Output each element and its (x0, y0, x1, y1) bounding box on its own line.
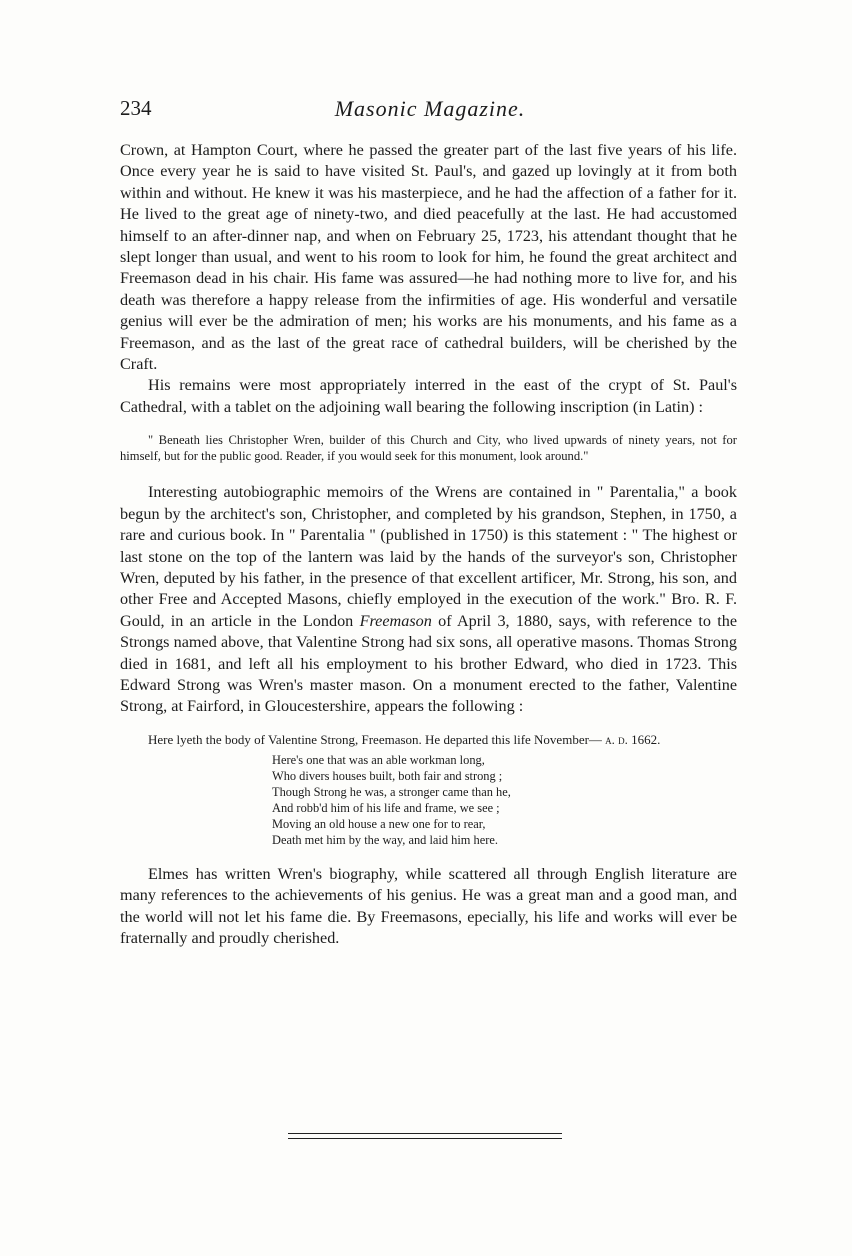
paragraph-parentalia (120, 482, 737, 717)
parentalia-text-a: Interesting autobiographic memoirs of the Wrens are contained in " Parentalia," a book begun by the architect's son, Christopher, and completed by his grandson, Stephen, in 1750, a rare and curious book. In " Parentalia " (published in 1750) is this statement : " The highest or last stone on the top of the lantern was laid by the hands of the surveyor's son, Christopher Wren, deputed by his father, in the presence of that excellent artificer, Mr. Strong, his son, and other Free and Accepted Masons, chiefly employed in the execution of the work." Bro. R. F. Gould, in an article in the London (120, 483, 737, 630)
footer-rule-bottom (288, 1138, 562, 1139)
verse-line: Though Strong he was, a stronger came than he, (272, 784, 511, 799)
epitaph-heading (120, 732, 737, 748)
running-title: Masonic Magazine. (334, 96, 526, 121)
epitaph-heading-text: Here lyeth the body of Valentine Strong, Freemason. He departed this life November— (148, 731, 602, 747)
paragraph-wren-death: Crown, at Hampton Court, where he passed the greater part of the last five years of his life. Once every year he is said to have visited St. Paul's, and gazed up lovingly at it from both within and without. He knew it was his masterpiece, and he had the affection of a father for it. He lived to the great age of ninety-two, and died peacefully at the last. He had accustomed himself to an after-dinner nap, and when on February 25, 1723, his attendant thought that he slept longer than usual, and went to his room to look for him, he found the great architect and Freemason dead in his chair. His fame was assured—he had nothing more to live for, and his death was therefore a happy release from the infirmities of age. His wonderful and versatile genius will ever be the admiration of men; his works are his monuments, and his fame as a Freemason, and as the last of the great race of cathedral builders, will be cherished by the Craft. (120, 141, 737, 374)
epitaph-verse (272, 752, 737, 848)
epitaph-year: 1662. (631, 731, 661, 747)
verse-line: Death met him by the way, and laid him here. (272, 832, 498, 847)
parentalia-text-b: of April 3, 1880, says, with reference to the Strongs named above, that Valentine Strong had six sons, all operative masons. Thomas Strong died in 1681, and left all his employment to his brother Edward, who died in 1723. This Edward Strong was Wren's master mason. On a monument erected to the father, Valentine Strong, at Fairford, in Gloucestershire, appears the following : (120, 611, 738, 716)
epitaph-era: a. d. (605, 731, 628, 747)
page-header (120, 96, 740, 126)
verse-line: And robb'd him of his life and frame, we see ; (272, 800, 500, 815)
paragraph-wren-remains: His remains were most appropriately interred in the east of the crypt of St. Paul's Cathedral, with a tablet on the adjoining wall bearing the following inscription (in Latin) : (120, 376, 737, 416)
latin-inscription-translation: " Beneath lies Christopher Wren, builder of this Church and City, who lived upwards of ninety years, not for himself, but for the public good. Reader, if you would seek for this monument, look around." (120, 433, 737, 464)
freemason-journal-title: Freemason (359, 611, 432, 630)
verse-line: Moving an old house a new one for to rear, (272, 816, 486, 831)
verse-line: Who divers houses built, both fair and strong ; (272, 768, 503, 783)
footer-rule-top (288, 1133, 562, 1134)
page-number: 234 (120, 96, 152, 120)
paragraph-elmes-biography: Elmes has written Wren's biography, while scattered all through English literature are many references to the achievements of his genius. He was a great man and a good man, and the world will not let his fame die. By Freemasons, epecially, his life and works will ever be fraternally and proudly cherished. (120, 864, 737, 947)
verse-line: Here's one that was an able workman long, (272, 752, 485, 767)
article-body (120, 140, 737, 949)
